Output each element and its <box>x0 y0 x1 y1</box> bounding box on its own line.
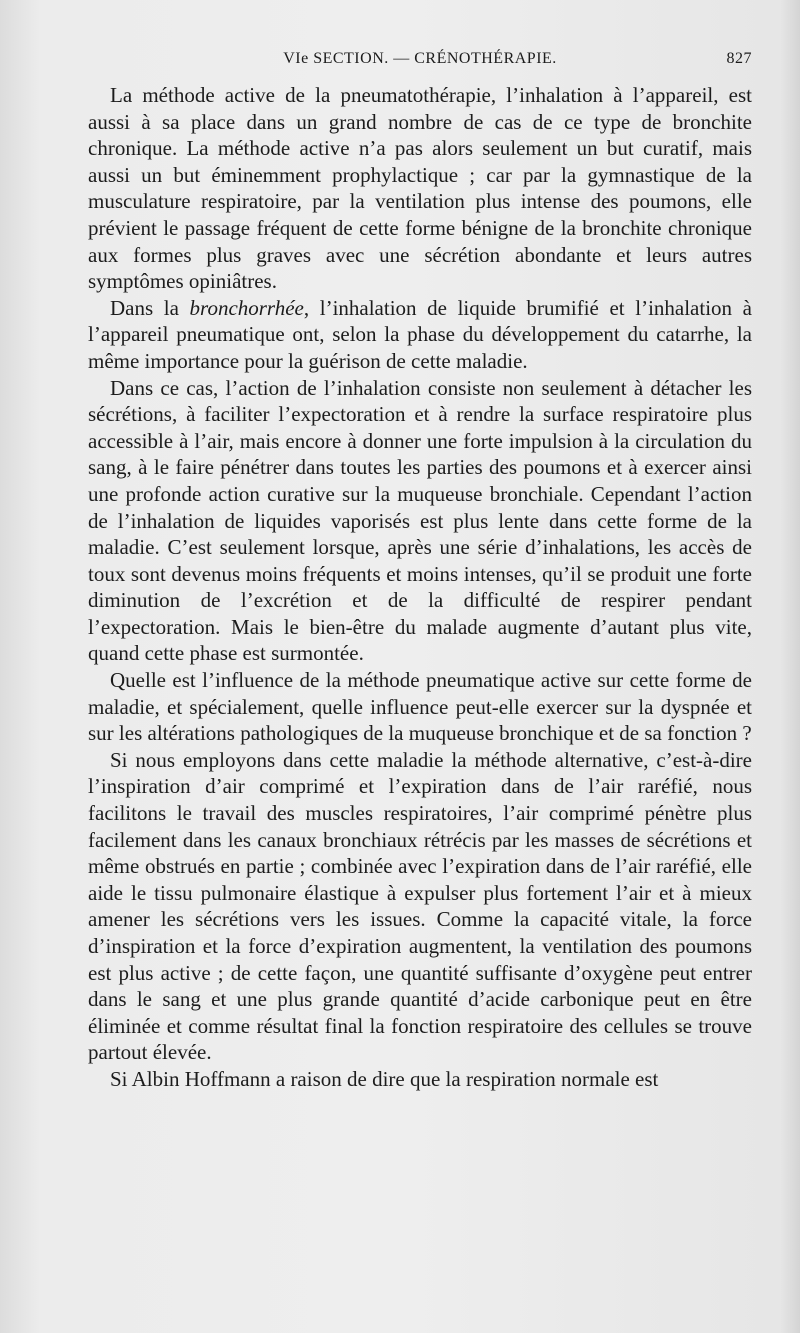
section-title: VIe SECTION. — CRÉNOTHÉRAPIE. <box>283 50 557 67</box>
running-head <box>88 50 752 74</box>
italic-term: bronchorrhée <box>189 295 304 320</box>
paragraph-1: La méthode active de la pneumatothérapie, l’inhalation à l’appareil, est aussi à sa place dans un grand nombre de cas de ce type de bronchite chronique. La méthode active n’a pas alors seulement un but curatif, mais aussi un but éminemment prophylactique ; car par la gymnastique de la musculature respiratoire, par la ventilation plus intense des poumons, elle prévient le passage fréquent de cette forme bénigne de la bronchite chronique aux formes plus graves avec une sécrétion abondante et leurs autres symptômes opiniâtres. <box>88 83 752 294</box>
paragraph-6: Si Albin Hoffmann a raison de dire que la respiration normale est <box>110 1066 659 1091</box>
body-text <box>88 82 752 1093</box>
page-number: 827 <box>726 50 752 67</box>
paragraph-2-rest: , l’inhalation de liquide brumifié et l’inhalation à l’appareil pneumatique ont, selon la phase du développement du catarrhe, la même importance pour la guérison de cette maladie. <box>88 295 752 373</box>
paragraph-2-lead: Dans la <box>110 295 190 320</box>
paragraph-2 <box>88 295 752 375</box>
paragraph-5: Si nous employons dans cette maladie la méthode alternative, c’est-à-dire l’inspiration d’air comprimé et l’expiration dans de l’air raréfié, nous facilitons le travail des muscles respiratoires, l’air comprimé pénètre plus facilement dans les canaux bronchiaux rétrécis par les masses de sécrétions et même obstrués en partie ; combinée avec l’expiration dans de l’air raréfié, elle aide le tissu pulmonaire élastique à expulser plus fortement l’air et à mieux amener les sécrétions vers les issues. Comme la capacité vitale, la force d’inspiration et la force d’expiration augmentent, la ventilation des poumons est plus active ; de cette façon, une quantité suffisante d’oxygène peut entrer dans le sang et une plus grande quantité d’acide carbonique peut en être éliminée et comme résultat final la fonction respiratoire des cellules se trouve partout élevée. <box>88 747 752 1065</box>
paragraph-4: Quelle est l’influence de la méthode pneumatique active sur cette forme de maladie, et spécialement, quelle influence peut-elle exercer sur la dyspnée et sur les altérations pathologiques de la muqueuse bronchique et de sa fonction ? <box>88 668 752 746</box>
paragraph-3: Dans ce cas, l’action de l’inhalation consiste non seulement à détacher les sécrétions, à faciliter l’expectoration et à rendre la surface respiratoire plus accessible à l’air, mais encore à donner une forte impulsion à la circulation du sang, à le faire pénétrer dans toutes les parties des poumons et à exercer ainsi une profonde action curative sur la muqueuse bronchiale. Cependant l’action de l’inhalation de liquides vaporisés est plus lente dans cette forme de la maladie. C’est seulement lorsque, après une série d’inhalations, les accès de toux sont devenus moins fréquents et moins intenses, qu’il se produit une forte diminution de l’excrétion et de la difficulté de respirer pendant l’expectoration. Mais le bien-être du malade augmente d’autant plus vite, quand cette phase est surmontée. <box>88 375 752 666</box>
